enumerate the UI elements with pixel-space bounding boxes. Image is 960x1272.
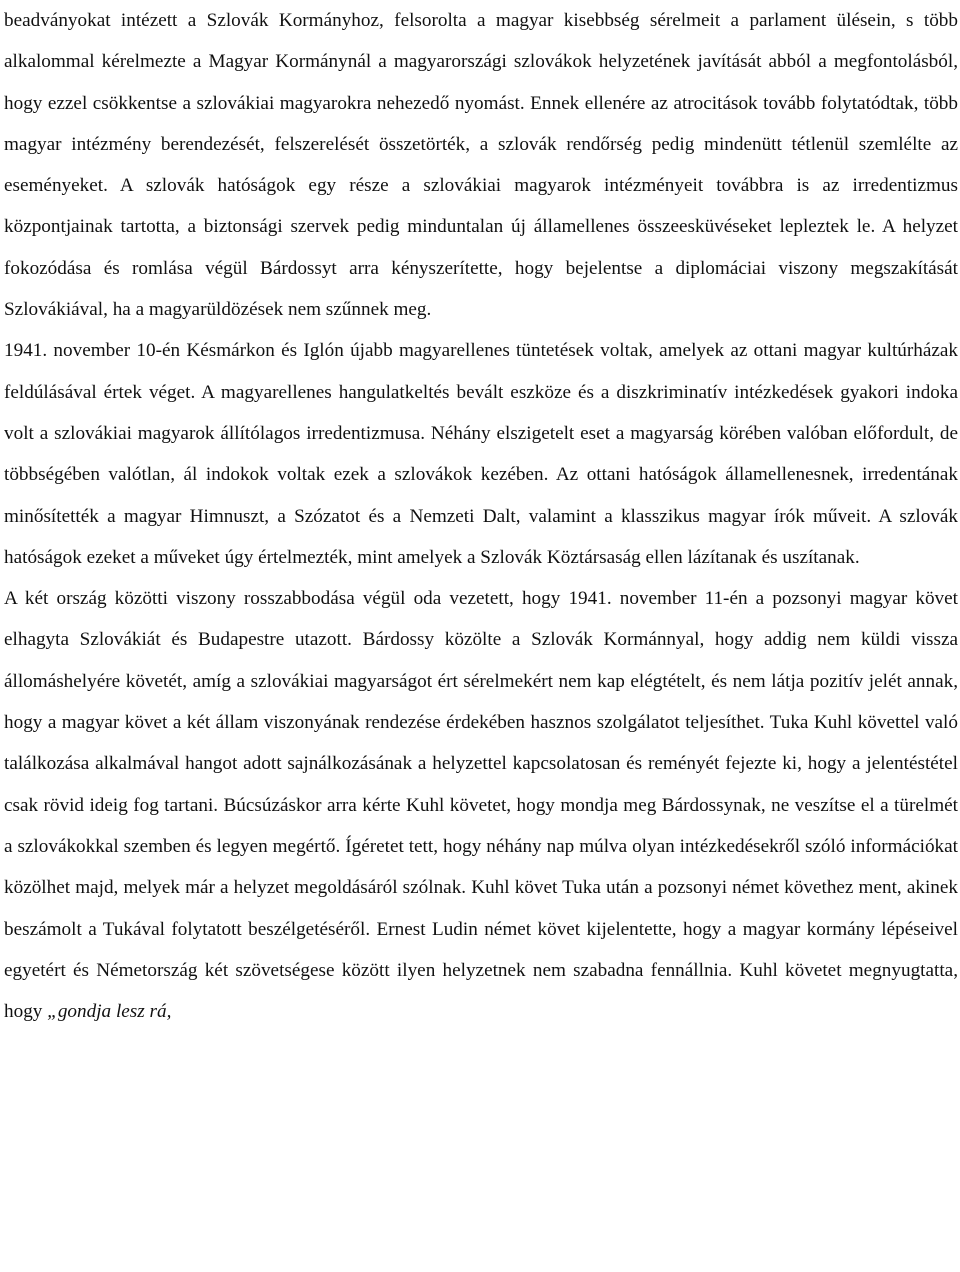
paragraph-3-text: A két ország közötti viszony rosszabbodása végül oda vezetett, hogy 1941. november 11-én a pozsonyi magyar követ elhagyta Szlovákiát és Budapestre utazott. Bárdossy közölte a Szlovák Kormánnyal, hogy addig nem küldi vissza állomáshelyére követét, amíg a szlovákiai magyarságot ért sérelmekért nem kap elégtételt, és nem látja pozitív jelét annak, hogy a magyar követ a két állam viszonyának rendezése érdekében hasznos szolgálatot teljesíthet. Tuka Kuhl követtel való találkozása alkalmával hangot adott sajnálkozásának a helyzettel kapcsolatosan és reményét fejezte ki, hogy a jelentéstétel csak rövid ideig fog tartani. Búcsúzáskor arra kérte Kuhl követet, hogy mondja meg Bárdossynak, ne veszítse el a türelmét a szlovákokkal szemben és legyen megértő. Ígéretet tett, hogy néhány nap múlva olyan intézkedésekről szóló információkat közölhet majd, melyek már a helyzet megoldásáról szólnak. Kuhl követ Tuka után a pozsonyi német követhez ment, akinek beszámolt a Tukával folytatott beszélgetéséről. Ernest Ludin német követ kijelentette, hogy a magyar kormány lépéseivel egyetért és Németország két szövetségese között ilyen helyzetnek nem szabadna fennállnia. Kuhl követet megnyugtatta, hogy	[4, 588, 958, 1023]
document-body	[4, 0, 958, 1032]
paragraph-3	[4, 578, 958, 1032]
italic-quote: „gondja lesz rá,	[47, 1001, 172, 1023]
paragraph-1: beadványokat intézett a Szlovák Kormányhoz, felsorolta a magyar kisebbség sérelmeit a parlament ülésein, s több alkalommal kérelmezte a Magyar Kormánynál a magyarországi szlovákok helyzetének javítását abból a megfontolásból, hogy ezzel csökkentse a szlovákiai magyarokra nehezedő nyomást. Ennek ellenére az atrocitások tovább folytatódtak, több magyar intézmény berendezését, felszerelését összetörték, a szlovák rendőrség pedig mindenütt tétlenül szemlélte az eseményeket. A szlovák hatóságok egy része a szlovákiai magyarok intézményeit továbbra is az irredentizmus központjainak tartotta, a biztonsági szervek pedig minduntalan új államellenes összeesküvéseket lepleztek le. A helyzet fokozódása és romlása végül Bárdossyt arra kényszerítette, hogy bejelentse a diplomáciai viszony megszakítását Szlovákiával, ha a magyarüldözések nem szűnnek meg.	[4, 10, 958, 321]
paragraph-2: 1941. november 10-én Késmárkon és Iglón újabb magyarellenes tüntetések voltak, amelyek az ottani magyar kultúrházak feldúlásával értek véget. A magyarellenes hangulatkeltés bevált eszköze és a diszkriminatív intézkedések gyakori indoka volt a szlovákiai magyarok állítólagos irredentizmusa. Néhány elszigetelt eset a magyarság körében valóban előfordult, de többségében valótlan, ál indokok voltak ezek a szlovákok kezében. Az ottani hatóságok államellenesnek, irredentának minősítették a magyar Himnuszt, a Szózatot és a Nemzeti Dalt, valamint a klasszikus magyar írók műveit. A szlovák hatóságok ezeket a műveket úgy értelmezték, mint amelyek a Szlovák Köztársaság ellen lázítanak és uszítanak.	[4, 340, 958, 568]
